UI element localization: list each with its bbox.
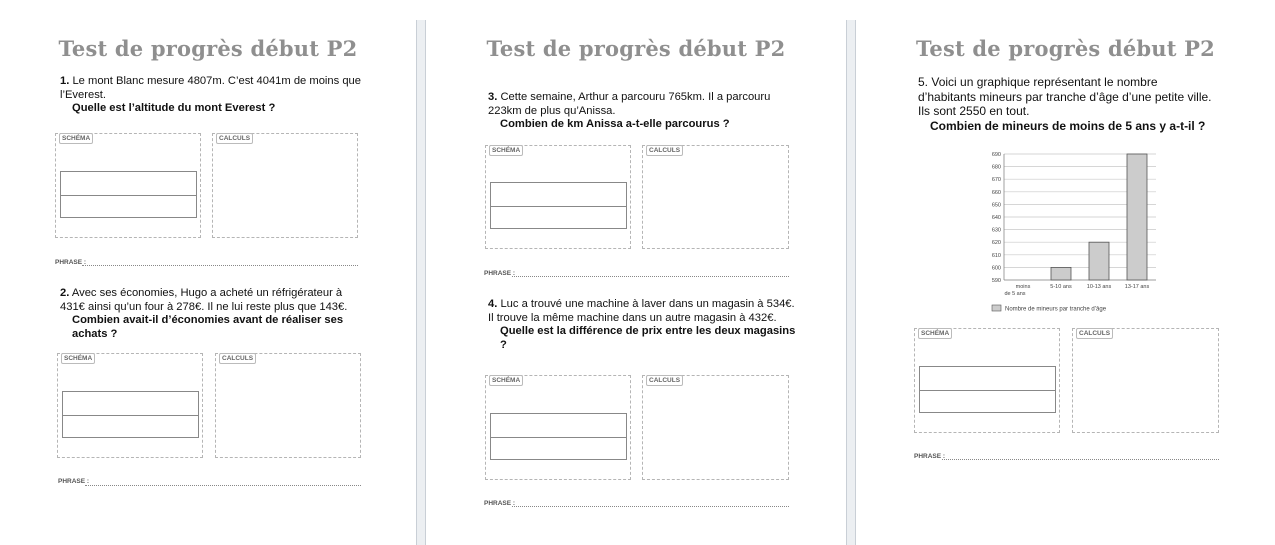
schema-box[interactable] [485, 375, 631, 480]
phrase-label: PHRASE : [484, 270, 516, 277]
question-text: Le mont Blanc mesure 4807m. C’est 4041m de moins que l’Everest. [60, 75, 361, 101]
bar [1051, 267, 1071, 280]
bar-model [60, 171, 197, 218]
question-number: 1. [60, 75, 70, 87]
calculs-label: CALCULS [1076, 328, 1113, 339]
worksheet-page-2 [426, 0, 846, 545]
bar-model [490, 413, 627, 460]
worksheet-page-1 [0, 0, 416, 545]
schema-label: SCHÉMA [59, 133, 93, 144]
x-tick-label: de 5 ans [1004, 291, 1026, 297]
question-prompt: Combien avait-il d’économies avant de réaliser ses achats ? [72, 314, 344, 340]
phrase-label: PHRASE : [484, 500, 516, 507]
calculs-box[interactable] [642, 375, 789, 480]
schema-box[interactable] [485, 145, 631, 249]
y-tick-label: 590 [991, 278, 1001, 284]
bar-chart [966, 148, 1186, 318]
legend-swatch [992, 305, 1001, 311]
x-tick-label: 5-10 ans [1050, 284, 1072, 290]
y-tick-label: 620 [991, 240, 1001, 247]
phrase-line[interactable] [85, 485, 361, 486]
y-tick-label: 640 [991, 215, 1001, 221]
phrase-label: PHRASE : [58, 478, 90, 485]
y-tick-label: 610 [991, 252, 1001, 259]
y-tick-label: 630 [991, 227, 1001, 234]
calculs-box[interactable] [215, 353, 361, 458]
y-tick-label: 600 [991, 265, 1001, 272]
bar [1089, 242, 1109, 280]
schema-box[interactable] [55, 133, 201, 238]
phrase-label: PHRASE : [55, 259, 87, 266]
question-prompt: Quelle est la différence de prix entre les deux magasins ? [500, 325, 796, 351]
question-number: 2. [60, 287, 70, 299]
legend-label: Nombre de mineurs par tranche d’âge [1005, 306, 1107, 313]
y-tick-label: 690 [991, 152, 1001, 158]
question-2 [60, 287, 370, 341]
question-prompt: Combien de km Anissa a-t-elle parcourus ? [500, 118, 730, 130]
question-prompt: Combien de mineurs de moins de 5 ans y a-t-il ? [930, 118, 1206, 133]
x-tick-label: 10-13 ans [1086, 284, 1112, 290]
schema-label: SCHÉMA [489, 145, 523, 156]
bar [1127, 154, 1147, 280]
question-3 [488, 91, 800, 132]
schema-label: SCHÉMA [61, 353, 95, 364]
schema-label: SCHÉMA [489, 375, 523, 386]
calculs-label: CALCULS [646, 145, 683, 156]
page-title: Test de progrès début P2 [486, 36, 786, 61]
question-5 [918, 75, 1218, 133]
phrase-label: PHRASE : [914, 453, 946, 460]
schema-box[interactable] [914, 328, 1060, 433]
bar-model [62, 391, 199, 438]
y-tick-label: 660 [991, 189, 1001, 196]
x-tick-label: moins [1015, 284, 1031, 290]
question-number: 4. [488, 298, 498, 310]
question-1 [60, 75, 370, 116]
calculs-box[interactable] [1072, 328, 1219, 433]
question-number: 3. [488, 91, 498, 103]
question-number: 5. [918, 75, 929, 89]
y-tick-label: 680 [991, 164, 1001, 171]
y-tick-label: 670 [991, 177, 1001, 184]
calculs-label: CALCULS [219, 353, 256, 364]
question-text: Avec ses économies, Hugo a acheté un réfrigérateur à 431€ ainsi qu’un four à 278€. Il ne lui reste plus que 143€. [60, 287, 348, 313]
calculs-box[interactable] [642, 145, 789, 249]
calculs-label: CALCULS [216, 133, 253, 144]
question-text: Voici un graphique représentant le nombre d’habitants mineurs par tranche d’âge d’une petite ville. Ils sont 2550 en tout. [918, 75, 1212, 118]
phrase-line[interactable] [942, 459, 1219, 460]
phrase-line[interactable] [82, 265, 358, 266]
question-prompt: Quelle est l’altitude du mont Everest ? [72, 102, 276, 114]
page-title: Test de progrès début P2 [916, 36, 1215, 61]
bar-model [490, 182, 627, 229]
calculs-box[interactable] [212, 133, 358, 238]
page-title: Test de progrès début P2 [58, 36, 358, 61]
calculs-label: CALCULS [646, 375, 683, 386]
page-separator [846, 20, 856, 545]
x-tick-label: 13-17 ans [1124, 284, 1150, 290]
schema-box[interactable] [57, 353, 203, 458]
schema-label: SCHÉMA [918, 328, 952, 339]
y-tick-label: 650 [991, 202, 1001, 209]
question-4 [488, 298, 800, 352]
worksheet-page-3 [856, 0, 1275, 545]
bar-model [919, 366, 1056, 413]
question-text: Luc a trouvé une machine à laver dans un magasin à 534€. Il trouve la même machine dans un autre magasin à 432€. [488, 298, 795, 324]
phrase-line[interactable] [512, 276, 789, 277]
question-text: Cette semaine, Arthur a parcouru 765km. Il a parcouru 223km de plus qu’Anissa. [488, 91, 771, 117]
page-separator [416, 20, 426, 545]
phrase-line[interactable] [512, 506, 789, 507]
